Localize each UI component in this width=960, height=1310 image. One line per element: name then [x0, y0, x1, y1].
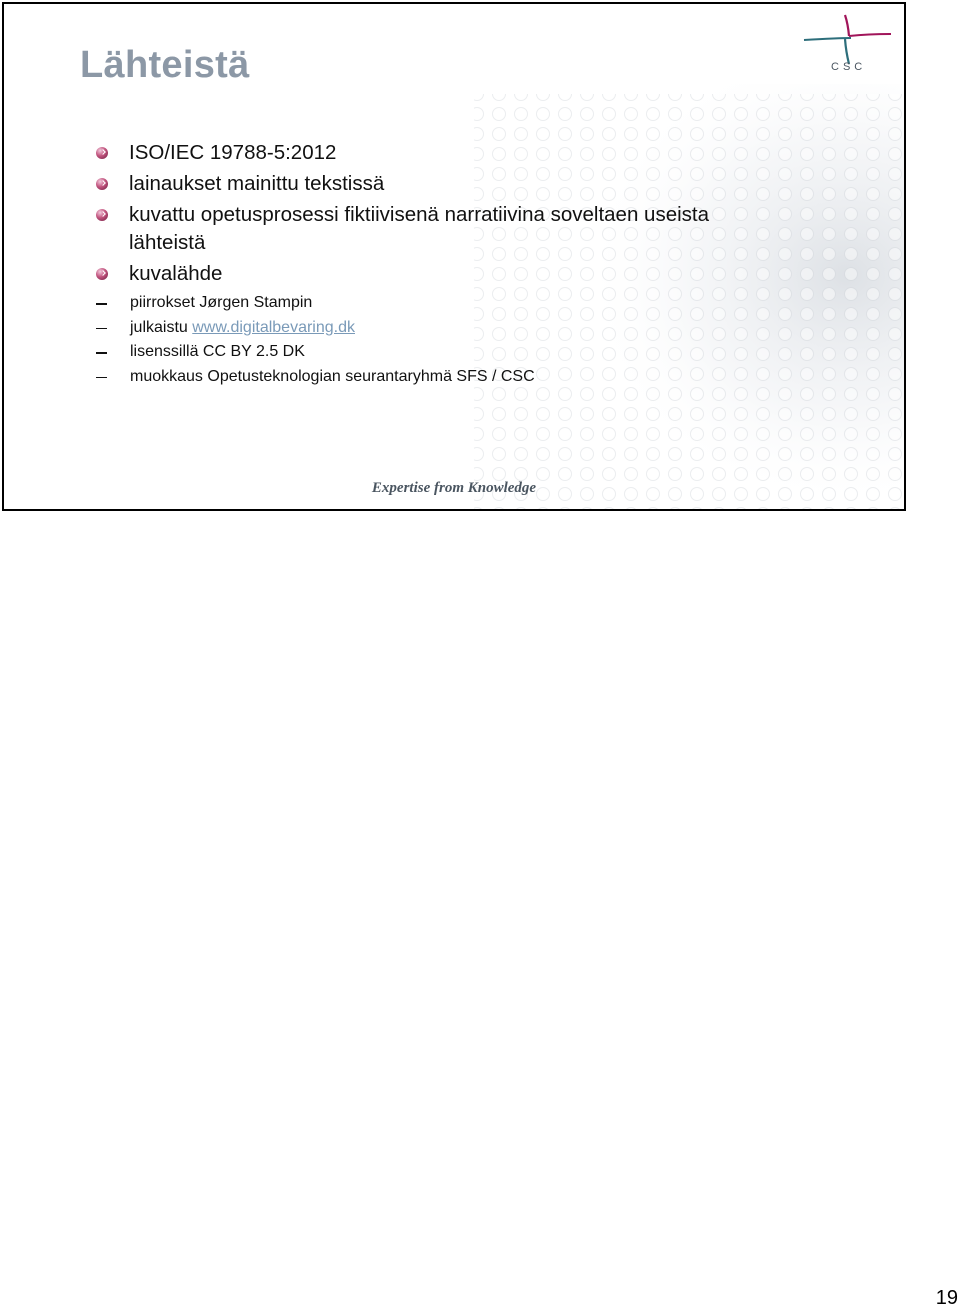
sub-list-item	[56, 365, 836, 390]
sub-list-item-text: piirrokset Jørgen Stampin	[130, 294, 313, 311]
bullet-icon	[96, 268, 108, 280]
bullet-icon	[96, 209, 108, 221]
dash-icon	[96, 352, 107, 354]
page-number: 19	[935, 1287, 958, 1309]
sub-list-item-text: muokkaus Opetusteknologian seurantaryhmä SFS / CSC	[130, 367, 535, 385]
list-item-text: lainaukset mainittu tekstissä	[129, 172, 385, 195]
dash-icon	[96, 328, 107, 330]
dash-icon	[96, 303, 107, 305]
list-item	[96, 139, 876, 167]
sub-list-item	[56, 316, 836, 341]
dash-icon	[96, 377, 107, 379]
bullet-icon	[96, 178, 108, 190]
source-link[interactable]: www.digitalbevaring.dk	[192, 318, 355, 336]
bullet-list	[96, 139, 876, 389]
bullet-icon	[96, 147, 108, 159]
sub-list-item	[56, 291, 836, 316]
list-item-text: ISO/IEC 19788-5:2012	[129, 141, 337, 164]
list-item	[96, 201, 779, 257]
sub-list-item-text: julkaistu	[130, 318, 193, 336]
logo-text: CSC	[831, 61, 867, 73]
list-item-text: kuvalähde	[129, 262, 223, 285]
tagline: Expertise from Knowledge	[371, 480, 537, 496]
sub-list	[96, 291, 876, 389]
list-item	[96, 170, 876, 198]
sub-list-item-text: lisenssillä CC BY 2.5 DK	[130, 343, 305, 360]
slide-title: Lähteistä	[80, 44, 250, 86]
list-item-text: kuvattu opetusprosessi fiktiivisenä narratiivina soveltaen useista lähteistä	[129, 203, 709, 254]
list-item	[96, 260, 876, 288]
sub-list-item	[56, 340, 836, 365]
slide	[2, 2, 906, 511]
